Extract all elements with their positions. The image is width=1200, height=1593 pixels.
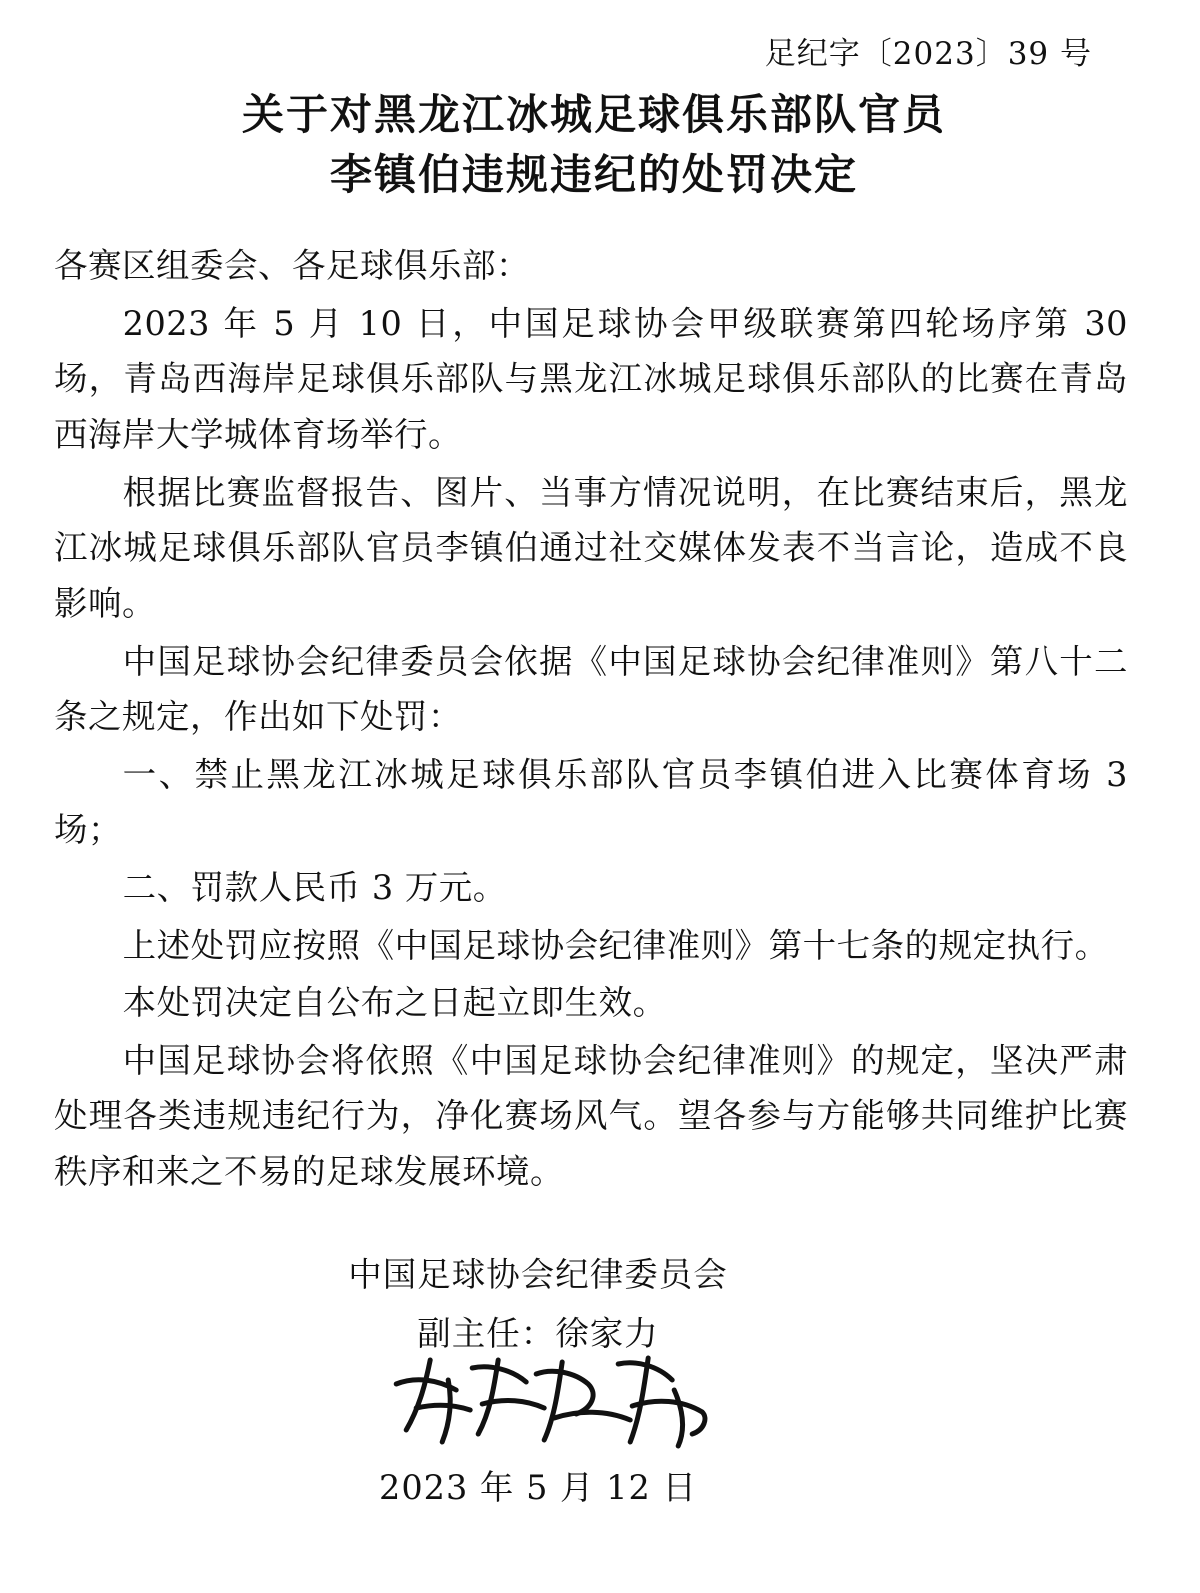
- body-paragraph-1: 2023 年 5 月 10 日，中国足球协会甲级联赛第四轮场序第 30 场，青岛西海岸足球俱乐部队与黑龙江冰城足球俱乐部队的比赛在青岛西海岸大学城体育场举行。: [54, 303, 1128, 455]
- signature-organization: 中国足球协会纪律委员会: [348, 1254, 728, 1294]
- signature-block: [348, 1246, 728, 1517]
- signature-role: 副主任：徐家力: [417, 1314, 659, 1354]
- body-paragraph-4: 上述处罚应按照《中国足球协会纪律准则》第十七条的规定执行。: [122, 925, 1109, 965]
- salutation: 各赛区组委会、各足球俱乐部：: [54, 246, 530, 286]
- document-title: [94, 85, 1094, 204]
- penalty-item-2: 二、罚款人民币 3 万元。: [122, 867, 507, 907]
- body-paragraph-3: 中国足球协会纪律委员会依据《中国足球协会纪律准则》第八十二条之规定，作出如下处罚：: [54, 641, 1128, 737]
- document-number: 足纪字〔2023〕39 号: [764, 36, 1092, 72]
- document-body: [36, 238, 1152, 1199]
- penalty-item-1: 一、禁止黑龙江冰城足球俱乐部队官员李镇伯进入比赛体育场 3 场；: [54, 754, 1128, 850]
- document-title-line-2: 李镇伯违规违纪的处罚决定: [329, 149, 858, 199]
- body-paragraph-5: 本处罚决定自公布之日起立即生效。: [122, 983, 667, 1023]
- document-title-line-1: 关于对黑龙江冰城足球俱乐部队官员: [241, 90, 946, 139]
- signature-area: [36, 1246, 1152, 1517]
- body-paragraph-2: 根据比赛监督报告、图片、当事方情况说明，在比赛结束后，黑龙江冰城足球俱乐部队官员李镇伯通过社交媒体发表不当言论，造成不良影响。: [54, 472, 1128, 623]
- signature-date: 2023 年 5 月 12 日: [379, 1467, 697, 1507]
- body-paragraph-6: 中国足球协会将依照《中国足球协会纪律准则》的规定，坚决严肃处理各类违规违纪行为，净化赛场风气。望各参与方能够共同维护比赛秩序和来之不易的足球发展环境。: [54, 1040, 1128, 1191]
